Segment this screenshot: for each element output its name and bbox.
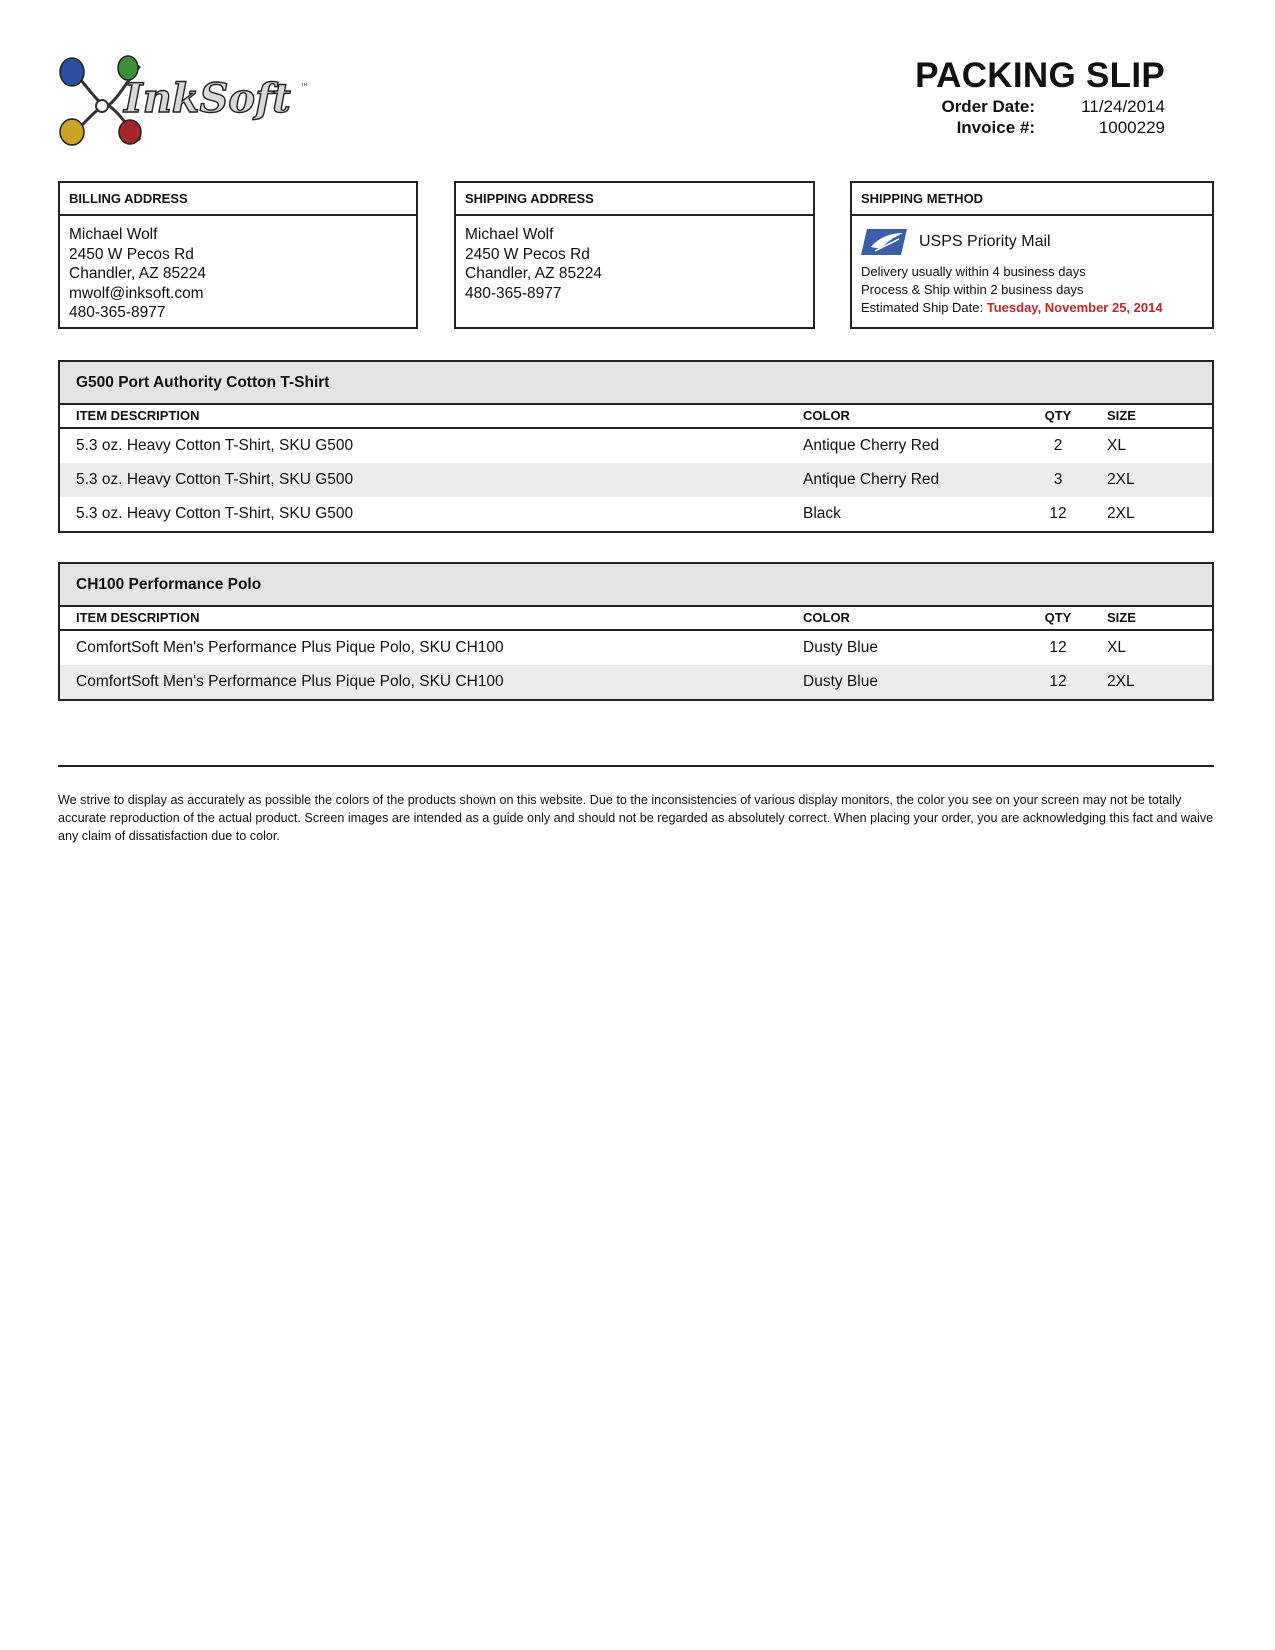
item-color: Dusty Blue	[803, 639, 878, 656]
item-color: Black	[803, 505, 841, 522]
delivery-estimate: Delivery usually within 4 business days	[861, 264, 1086, 279]
billing-address-heading: BILLING ADDRESS	[60, 183, 416, 216]
table-row	[60, 429, 1212, 463]
item-qty: 3	[1053, 471, 1063, 488]
column-color: COLOR	[803, 408, 850, 423]
billing-city: Chandler, AZ 85224	[69, 265, 207, 282]
order-date-label: Order Date:	[941, 97, 1035, 116]
estimated-ship-date: Tuesday, November 25, 2014	[986, 300, 1163, 315]
billing-street: 2450 W Pecos Rd	[69, 245, 194, 263]
billing-phone: 480-365-8977	[69, 304, 166, 321]
item-size: 2XL	[1107, 471, 1135, 488]
item-description: 5.3 oz. Heavy Cotton T-Shirt, SKU G500	[76, 437, 354, 454]
order-date-row	[865, 96, 1165, 117]
item-size: 2XL	[1107, 505, 1135, 522]
item-description: ComfortSoft Men's Performance Plus Pique Polo, SKU CH100	[76, 673, 504, 690]
table-header	[60, 607, 1212, 631]
table-row	[60, 463, 1212, 497]
shipping-method-heading: SHIPPING METHOD	[852, 183, 1212, 216]
product-title: G500 Port Authority Cotton T-Shirt	[60, 362, 1212, 405]
shipping-name: Michael Wolf	[465, 226, 554, 243]
processing-time: Process & Ship within 2 business days	[861, 282, 1084, 297]
item-color: Dusty Blue	[803, 673, 878, 690]
item-size: XL	[1107, 437, 1126, 454]
item-size: XL	[1107, 639, 1126, 656]
shipping-method-row	[861, 227, 1203, 257]
item-description: 5.3 oz. Heavy Cotton T-Shirt, SKU G500	[76, 505, 354, 522]
table-row	[60, 665, 1212, 699]
billing-name: Michael Wolf	[69, 226, 158, 243]
item-color: Antique Cherry Red	[803, 471, 940, 488]
invoice-row	[865, 117, 1165, 138]
column-description: ITEM DESCRIPTION	[76, 610, 200, 625]
svg-text:InkSoft: InkSoft	[124, 75, 291, 122]
column-size: SIZE	[1107, 610, 1136, 625]
item-qty: 12	[1049, 639, 1067, 656]
page-title: PACKING SLIP	[915, 56, 1165, 95]
estimated-ship-date-row	[861, 299, 1203, 317]
table-header	[60, 405, 1212, 429]
column-description: ITEM DESCRIPTION	[76, 408, 200, 423]
shipping-address-box	[454, 181, 815, 329]
shipping-method-box	[850, 181, 1214, 329]
divider	[58, 765, 1214, 767]
item-description: 5.3 oz. Heavy Cotton T-Shirt, SKU G500	[76, 471, 354, 488]
estimated-ship-date-label: Estimated Ship Date:	[861, 300, 984, 315]
shipping-method-name: USPS Priority Mail	[919, 233, 1051, 251]
svg-text:™: ™	[300, 83, 309, 93]
inksoft-logo-graphic	[56, 52, 326, 152]
invoice-label: Invoice #:	[956, 118, 1035, 137]
column-qty: QTY	[1044, 408, 1072, 423]
table-row	[60, 497, 1212, 531]
shipping-phone: 480-365-8977	[465, 284, 562, 302]
item-qty: 2	[1053, 437, 1063, 454]
item-size: 2XL	[1107, 673, 1135, 690]
item-color: Antique Cherry Red	[803, 437, 940, 454]
column-size: SIZE	[1107, 408, 1136, 423]
column-color: COLOR	[803, 610, 850, 625]
product-table	[58, 360, 1214, 533]
column-qty: QTY	[1044, 610, 1072, 625]
inksoft-logo	[56, 52, 326, 152]
shipping-address-heading: SHIPPING ADDRESS	[456, 183, 813, 216]
order-date-value: 11/24/2014	[1081, 97, 1165, 116]
invoice-number: 1000229	[1098, 118, 1165, 137]
product-title: CH100 Performance Polo	[60, 564, 1212, 607]
billing-address-box	[58, 181, 418, 329]
usps-eagle-icon	[861, 227, 907, 257]
table-row	[60, 631, 1212, 665]
item-description: ComfortSoft Men's Performance Plus Pique Polo, SKU CH100	[76, 639, 504, 656]
packing-slip-header	[865, 56, 1165, 138]
color-disclaimer: We strive to display as accurately as possible the colors of the products shown on this website. Due to the inconsistencies of various display monitors, the color you see on your screen may not be totally accurate reproduction of the actual product. Screen images are intended as a guide only and should not be regarded as absolutely correct. When placing your order, you are acknowledging this fact and waive any claim of dissatisfaction due to color.	[58, 793, 1214, 843]
billing-email: mwolf@inksoft.com	[69, 284, 204, 302]
product-table	[58, 562, 1214, 701]
item-qty: 12	[1049, 673, 1067, 690]
shipping-city: Chandler, AZ 85224	[465, 265, 603, 282]
shipping-street: 2450 W Pecos Rd	[465, 245, 590, 263]
item-qty: 12	[1049, 505, 1067, 522]
